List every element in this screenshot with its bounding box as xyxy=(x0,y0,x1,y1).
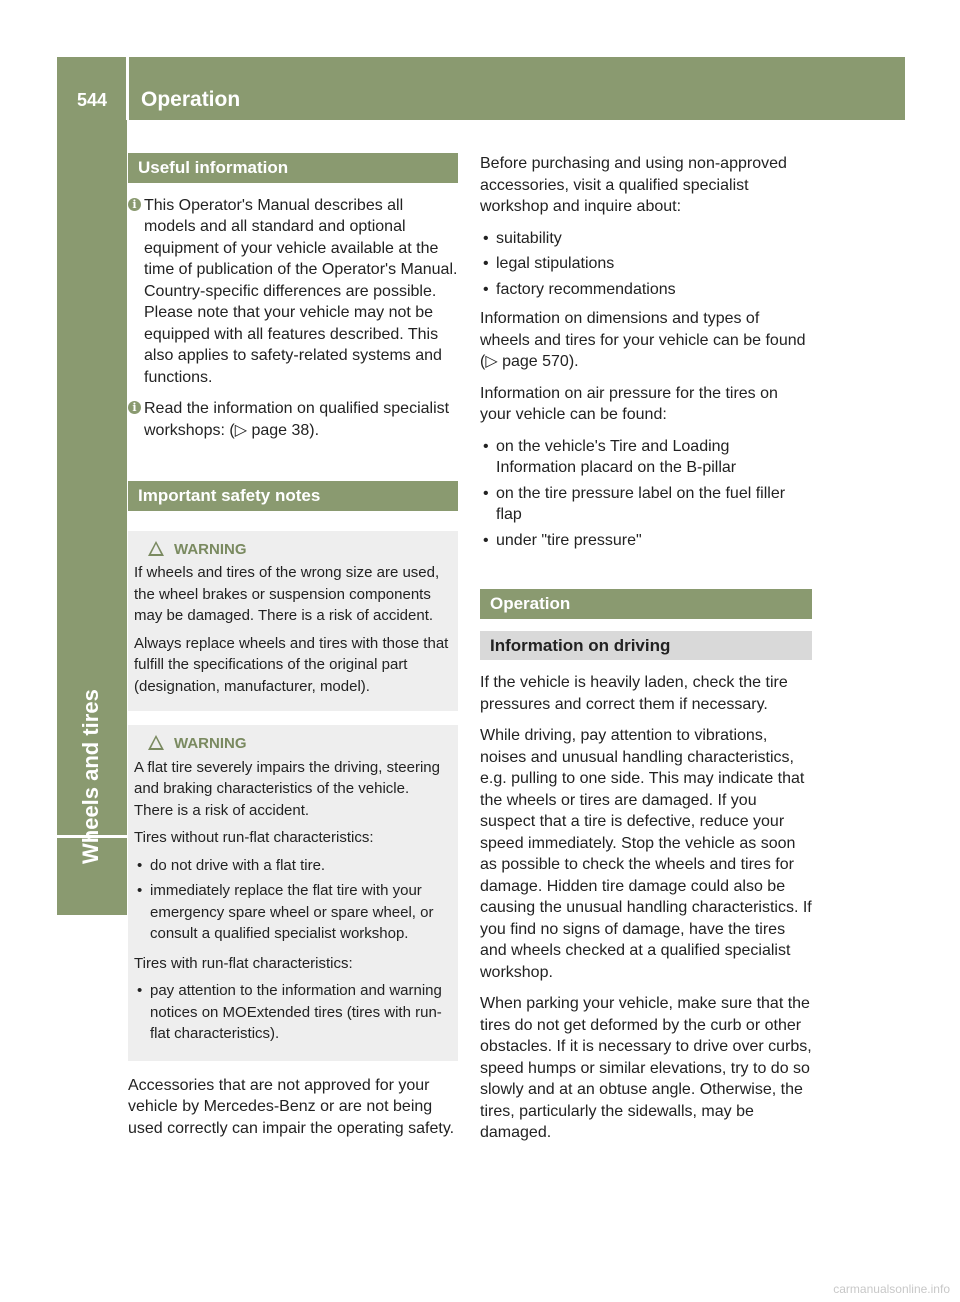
footer-watermark: carmanualsonline.info xyxy=(833,1282,950,1296)
body-text: If the vehicle is heavily laden, check the tire pressures and correct them if necessary. xyxy=(480,674,788,713)
info-text: Read the information on qualified specialist workshops: (▷ page 38). xyxy=(144,400,450,439)
right-column xyxy=(480,153,812,1154)
page-number: 544 xyxy=(76,90,108,110)
bullet-list xyxy=(480,436,812,552)
driving-subheading: Information on driving xyxy=(480,631,812,661)
list-item: • do not drive with a flat tire. xyxy=(134,855,450,877)
list-item: • under "tire pressure" xyxy=(480,530,812,552)
info-note xyxy=(128,195,458,389)
list-item: • legal stipulations xyxy=(480,253,812,275)
warning-title: WARNING xyxy=(134,733,450,755)
warning-triangle-icon xyxy=(148,541,164,556)
warning-text: Always replace wheels and tires with those that fulfill the specifications of the original part (designation, manufacturer, model). xyxy=(134,634,449,695)
warning-text: Tires with run-flat characteristics: xyxy=(134,954,353,972)
operation-heading: Operation xyxy=(480,589,812,619)
warning-text: If wheels and tires of the wrong size are used, the wheel brakes or suspension components may be damaged. There is a risk of accident. xyxy=(134,564,440,624)
body-text: When parking your vehicle, make sure that the tires do not get deformed by the curb or other obstacles. If it is necessary to drive over curbs, speed humps or similar elevations, try to do so slowly and at an obtuse angle. Otherwise, the tires, particularly the sidewalls, may be damaged. xyxy=(480,995,812,1141)
info-text: This Operator's Manual describes all models and all standard and optional equipment of your vehicle available at the time of publication of the Operator's Manual. Country-specific differences are possible. Please note that your vehicle may not be equipped with all features described. This also applies to safety-related systems and functions. xyxy=(144,196,458,386)
list-item: • on the vehicle's Tire and Loading Information placard on the B-pillar xyxy=(480,436,812,479)
list-item: • suitability xyxy=(480,228,812,250)
info-note xyxy=(128,398,458,441)
list-item: • factory recommendations xyxy=(480,279,812,301)
warning-title: WARNING xyxy=(134,539,450,561)
warning-box xyxy=(128,725,458,1061)
bullet-list xyxy=(134,855,450,945)
warning-triangle-icon xyxy=(148,735,164,750)
list-item: • on the tire pressure label on the fuel filler flap xyxy=(480,483,812,526)
bullet-list xyxy=(134,980,450,1045)
warning-box xyxy=(128,531,458,712)
body-text: Information on dimensions and types of wheels and tires for your vehicle can be found (▷ page 570). xyxy=(480,310,806,370)
body-text: Information on air pressure for the tires on your vehicle can be found: xyxy=(480,384,778,423)
page-title: Operation xyxy=(141,88,241,111)
left-column xyxy=(128,153,458,1149)
list-item: • pay attention to the information and warning notices on MOExtended tires (tires with run-flat characteristics). xyxy=(134,980,450,1045)
accessories-text: Accessories that are not approved for your vehicle by Mercedes-Benz or are not being used correctly can impair the operating safety. xyxy=(128,1076,455,1137)
list-item: • immediately replace the flat tire with your emergency spare wheel or spare wheel, or consult a qualified specialist workshop. xyxy=(134,880,450,945)
useful-info-heading: Useful information xyxy=(128,153,458,183)
warning-text: Tires without run-flat characteristics: xyxy=(134,829,374,846)
info-icon: i xyxy=(128,198,141,211)
warning-text: A flat tire severely impairs the driving, steering and braking characteristics of the vehicle. There is a risk of accident. xyxy=(134,758,440,819)
bullet-list xyxy=(480,228,812,301)
chapter-tab-label: Wheels and tires xyxy=(78,689,103,864)
body-text: Before purchasing and using non-approved accessories, visit a qualified specialist workshop and inquire about: xyxy=(480,155,787,215)
info-icon: i xyxy=(128,401,141,414)
body-text: While driving, pay attention to vibrations, noises and unusual handling characteristics, e.g. pulling to one side. This may indicate that the wheels or tires are damaged. If you suspect that a tire is defective, reduce your speed immediately. Stop the vehicle as soon as possible to check the wheels and tires for damage. Hidden tire damage could also be causing the unusual handling characteristics. If you find no signs of damage, have the tires and wheels checked at a qualified specialist workshop. xyxy=(480,727,812,981)
safety-heading: Important safety notes xyxy=(128,481,458,511)
